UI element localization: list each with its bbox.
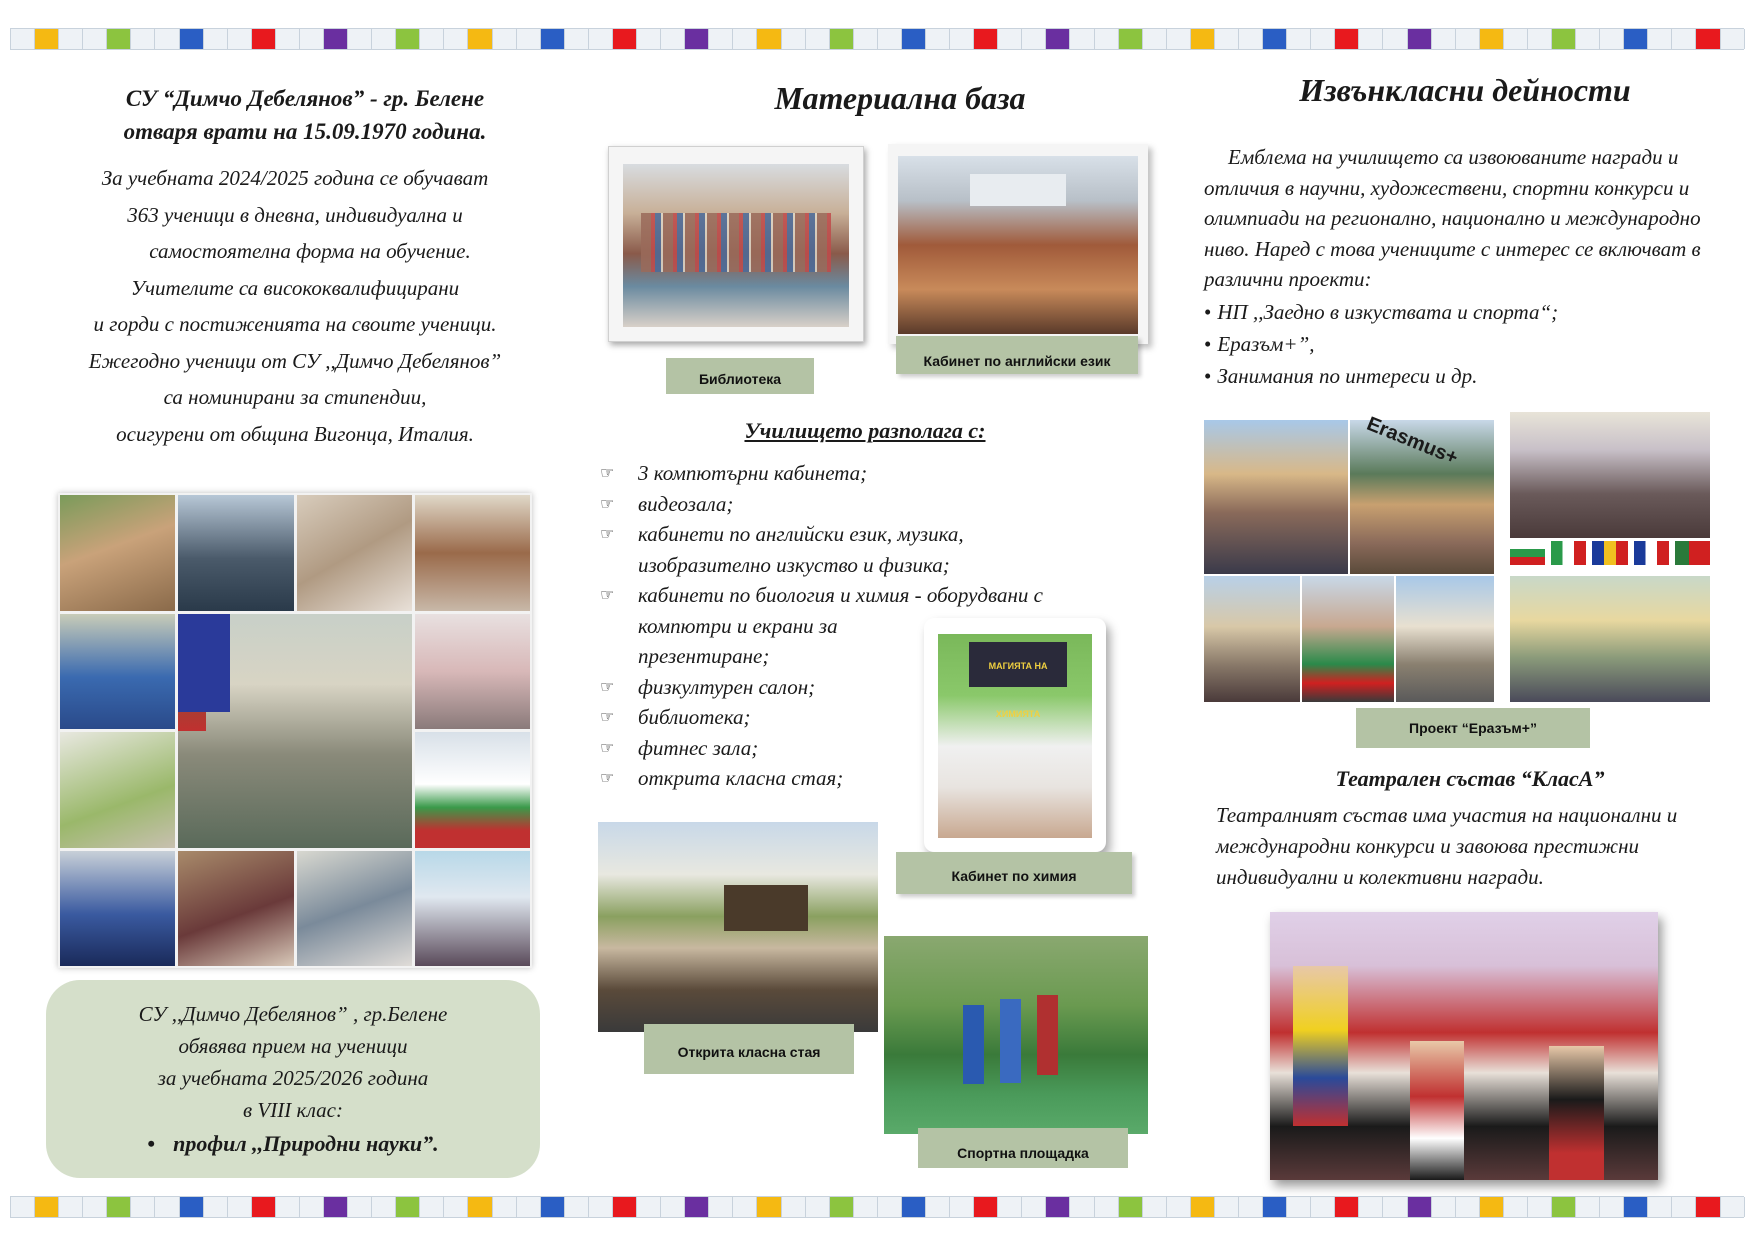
caption-open-classroom: Открита класна стая: [644, 1024, 854, 1074]
intro-line: са номинирани за стипендии,: [163, 385, 427, 409]
border-segment: [1191, 1197, 1215, 1217]
border-segment: [1335, 1197, 1359, 1217]
intro-line: осигурени от община Вигонца, Италия.: [116, 421, 474, 446]
list-item: [1204, 296, 1714, 328]
school-founding-heading: [70, 82, 540, 148]
erasmus-overlay-label: Erasmus+: [1363, 412, 1461, 470]
photo-student-reading: [178, 851, 293, 967]
border-segment: [1456, 1197, 1480, 1217]
border-segment: [180, 29, 204, 49]
border-segment: [1022, 1197, 1046, 1217]
border-segment: [1432, 29, 1456, 49]
erasmus-school-group-photo: [1510, 576, 1710, 702]
theatre-group-photo: [1270, 912, 1658, 1180]
border-segment: [348, 1197, 372, 1217]
border-segment: [1672, 29, 1696, 49]
border-segment: [11, 29, 35, 49]
border-segment: [541, 29, 565, 49]
erasmus-mountain-photo: [1350, 412, 1494, 574]
border-segment: [1263, 1197, 1287, 1217]
list-item: [600, 580, 1120, 611]
list-item-text: Занимания по интереси и др.: [1217, 364, 1478, 388]
border-segment: [926, 1197, 950, 1217]
erasmus-town-photo: [1204, 576, 1300, 702]
border-segment: [1480, 29, 1504, 49]
admission-line: за учебната 2025/2026 година: [157, 1066, 429, 1090]
border-segment: [974, 29, 998, 49]
admission-announcement: [46, 980, 540, 1178]
intro-line: Учителите са висококвалифицирани: [130, 275, 460, 300]
border-segment: [517, 1197, 541, 1217]
border-segment: [1095, 1197, 1119, 1217]
border-segment: [420, 1197, 444, 1217]
border-segment: [1070, 1197, 1094, 1217]
list-item-text: видеозала;: [638, 491, 734, 516]
list-item-text: кабинети по биология и химия - оборудвани с: [638, 583, 1043, 607]
border-segment: [1311, 29, 1335, 49]
border-segment: [1215, 1197, 1239, 1217]
border-segment: [757, 1197, 781, 1217]
border-segment: [926, 29, 950, 49]
photo-classroom-work: [297, 851, 412, 967]
border-segment: [1672, 1197, 1696, 1217]
border-segment: [1480, 1197, 1504, 1217]
flag-portugal-icon: [1675, 541, 1710, 565]
photo-library-shelves: [415, 495, 530, 611]
sports-ground-photo: [884, 936, 1148, 1134]
erasmus-square-photo: [1396, 576, 1494, 702]
border-segment: [372, 1197, 396, 1217]
border-segment: [372, 29, 396, 49]
photo-trophy-winners: [60, 851, 175, 967]
photo-aids-awareness: [415, 614, 530, 730]
border-segment: [83, 1197, 107, 1217]
border-segment: [998, 1197, 1022, 1217]
bullet-icon: •: [1204, 364, 1212, 388]
theatre-group-text: Театралният състав има участия на национални и международни конкурси и завоюва престижни индивидуални и колективни награди.: [1216, 803, 1678, 889]
border-segment: [878, 29, 902, 49]
border-segment: [1721, 29, 1745, 49]
border-segment: [1215, 29, 1239, 49]
border-segment: [35, 1197, 59, 1217]
border-segment: [1263, 29, 1287, 49]
border-segment: [324, 29, 348, 49]
library-photo-frame: [608, 146, 864, 342]
border-segment: [1528, 29, 1552, 49]
border-segment: [1167, 1197, 1191, 1217]
flag-france-icon: [1634, 541, 1669, 565]
list-item-continuation: [600, 550, 1120, 581]
border-segment: [155, 29, 179, 49]
border-segment: [1408, 1197, 1432, 1217]
list-item-text: НП ,,Заедно в изкуствата и спорта“;: [1217, 300, 1559, 324]
border-segment: [757, 29, 781, 49]
list-item-text: Еразъм+”,: [1217, 332, 1315, 356]
border-segment: [1239, 1197, 1263, 1217]
border-segment: [637, 1197, 661, 1217]
border-segment: [1576, 1197, 1600, 1217]
border-segment: [709, 1197, 733, 1217]
intro-line: За учебната 2024/2025 година се обучават: [101, 166, 489, 190]
pointing-hand-icon: ☞: [600, 768, 615, 787]
pointing-hand-icon: ☞: [600, 493, 615, 513]
admission-line: СУ ,,Димчо Дебелянов” , гр.Белене: [138, 1002, 448, 1026]
border-segment: [1143, 29, 1167, 49]
border-segment: [1504, 29, 1528, 49]
border-segment: [324, 1197, 348, 1217]
border-segment: [1287, 29, 1311, 49]
border-segment: [204, 29, 228, 49]
border-segment: [155, 1197, 179, 1217]
border-segment: [59, 1197, 83, 1217]
border-segment: [830, 1197, 854, 1217]
border-segment: [131, 29, 155, 49]
caption-erasmus-project: Проект “Еразъм+”: [1356, 708, 1590, 748]
caption-english-room: Кабинет по английски език: [896, 336, 1138, 374]
border-segment: [806, 29, 830, 49]
border-segment: [613, 1197, 637, 1217]
border-segment: [1504, 1197, 1528, 1217]
border-segment: [493, 29, 517, 49]
intro-line: самостоятелна форма на обучение.: [149, 239, 471, 263]
list-item-text: кабинети по английски език, музика,: [638, 522, 964, 546]
border-segment: [733, 29, 757, 49]
heading-line: СУ “Димчо Дебелянов” - гр. Белене: [125, 86, 485, 111]
border-segment: [1624, 1197, 1648, 1217]
list-item: [600, 519, 1120, 550]
border-segment: [950, 29, 974, 49]
border-segment: [1167, 29, 1191, 49]
border-segment: [300, 1197, 324, 1217]
pointing-hand-icon: ☞: [600, 707, 615, 726]
pointing-hand-icon: ☞: [600, 737, 615, 757]
border-segment: [1624, 29, 1648, 49]
list-item-text: компютри и екрани за: [638, 613, 838, 638]
border-segment: [589, 29, 613, 49]
border-segment: [685, 29, 709, 49]
border-segment: [1696, 29, 1720, 49]
border-segment: [998, 29, 1022, 49]
border-segment: [204, 1197, 228, 1217]
awards-paragraph: [1204, 142, 1714, 295]
border-segment: [11, 1197, 35, 1217]
border-segment: [396, 1197, 420, 1217]
photo-school-crowd: [178, 495, 293, 611]
intro-line: Ежегодно ученици от СУ ,,Димчо Дебелянов”: [88, 348, 502, 373]
border-segment: [468, 29, 492, 49]
flag-romania-icon: [1592, 541, 1627, 565]
list-item-text: физкултурен салон;: [638, 674, 816, 699]
border-segment: [733, 1197, 757, 1217]
border-segment: [1432, 1197, 1456, 1217]
intro-line: и горди с постиженията на своите ученици.: [93, 312, 497, 336]
list-item: [600, 458, 1120, 489]
photo-students-writing: [297, 495, 412, 611]
border-segment: [107, 1197, 131, 1217]
border-segment: [1095, 29, 1119, 49]
decorative-border-top: [10, 28, 1744, 50]
pointing-hand-icon: ☞: [600, 524, 615, 543]
border-segment: [131, 1197, 155, 1217]
border-segment: [1119, 1197, 1143, 1217]
border-segment: [1600, 29, 1624, 49]
list-item: [1204, 328, 1714, 360]
border-segment: [83, 29, 107, 49]
erasmus-street-photo: [1302, 576, 1394, 702]
border-segment: [1383, 29, 1407, 49]
border-segment: [1022, 29, 1046, 49]
border-segment: [661, 29, 685, 49]
border-segment: [1335, 29, 1359, 49]
caption-sports-ground: Спортна площадка: [918, 1128, 1128, 1168]
border-segment: [468, 1197, 492, 1217]
border-segment: [685, 1197, 709, 1217]
border-segment: [444, 1197, 468, 1217]
border-segment: [1696, 1197, 1720, 1217]
border-segment: [974, 1197, 998, 1217]
border-segment: [1046, 29, 1070, 49]
list-item: [1204, 360, 1714, 392]
list-item-text: открита класна стая;: [638, 766, 844, 790]
flag-bulgaria-icon: [1510, 541, 1545, 565]
heading-line: отваря врати на 15.09.1970 година.: [123, 119, 487, 144]
border-segment: [1191, 29, 1215, 49]
pointing-hand-icon: ☞: [600, 676, 615, 696]
chemistry-screen: [969, 642, 1068, 720]
border-segment: [420, 29, 444, 49]
photo-sports-team: [60, 614, 175, 730]
border-segment: [782, 29, 806, 49]
chemistry-screen-text: МАГИЯТА НА ХИМИЯТА: [988, 661, 1048, 720]
photo-students-bulgarian-flag: [415, 732, 530, 848]
open-classroom-photo: [598, 822, 878, 1032]
border-segment: [1359, 1197, 1383, 1217]
border-segment: [541, 1197, 565, 1217]
border-segment: [517, 29, 541, 49]
border-segment: [1070, 29, 1094, 49]
border-segment: [252, 1197, 276, 1217]
border-segment: [1648, 1197, 1672, 1217]
decorative-border-bottom: [10, 1196, 1744, 1218]
border-segment: [59, 29, 83, 49]
photo-students-outdoor: [60, 495, 175, 611]
border-segment: [276, 29, 300, 49]
border-segment: [806, 1197, 830, 1217]
list-item-text: 3 компютърни кабинета;: [638, 461, 868, 485]
list-item-text: библиотека;: [638, 705, 751, 729]
border-segment: [1552, 29, 1576, 49]
intro-line: 363 ученици в дневна, индивидуална и: [127, 202, 463, 227]
border-segment: [902, 29, 926, 49]
border-segment: [1119, 29, 1143, 49]
border-segment: [709, 29, 733, 49]
admission-line: обявява прием на ученици: [178, 1034, 408, 1058]
border-segment: [1287, 1197, 1311, 1217]
border-segment: [637, 29, 661, 49]
border-segment: [1648, 29, 1672, 49]
border-segment: [830, 29, 854, 49]
border-segment: [589, 1197, 613, 1217]
border-segment: [180, 1197, 204, 1217]
caption-chemistry-room: Кабинет по химия: [896, 852, 1132, 894]
border-segment: [878, 1197, 902, 1217]
border-segment: [1552, 1197, 1576, 1217]
flag-italy-icon: [1551, 541, 1586, 565]
border-segment: [854, 29, 878, 49]
border-segment: [1408, 29, 1432, 49]
border-segment: [493, 1197, 517, 1217]
border-segment: [228, 1197, 252, 1217]
erasmus-flags-row: [1510, 541, 1710, 565]
border-segment: [444, 29, 468, 49]
bullet-icon: •: [1204, 332, 1212, 356]
pointing-hand-icon: ☞: [600, 463, 615, 482]
border-segment: [228, 29, 252, 49]
list-item-text: презентиране;: [638, 644, 770, 668]
pointing-hand-icon: ☞: [600, 585, 615, 604]
border-segment: [950, 1197, 974, 1217]
border-segment: [396, 29, 420, 49]
border-segment: [1600, 1197, 1624, 1217]
caption-library: Библиотека: [666, 358, 814, 394]
library-photo: [623, 164, 849, 327]
photo-school-building-flags: [178, 614, 412, 848]
list-item: [600, 489, 1120, 520]
border-segment: [276, 1197, 300, 1217]
border-segment: [613, 29, 637, 49]
border-segment: [1456, 29, 1480, 49]
school-intro-text: [50, 160, 540, 452]
school-photo-collage: [58, 493, 532, 968]
border-segment: [1239, 29, 1263, 49]
border-segment: [1721, 1197, 1745, 1217]
border-segment: [1311, 1197, 1335, 1217]
border-segment: [565, 29, 589, 49]
english-room-photo-frame: [888, 144, 1148, 344]
photo-class-group: [415, 851, 530, 967]
border-segment: [782, 1197, 806, 1217]
border-segment: [902, 1197, 926, 1217]
facilities-title: Училището разполага с:: [744, 418, 986, 443]
border-segment: [661, 1197, 685, 1217]
border-segment: [1046, 1197, 1070, 1217]
photo-students-stairs: [60, 732, 175, 848]
admission-profile: [46, 1128, 540, 1160]
projects-list: [1204, 296, 1714, 392]
theatre-group-title: Театрален състав “КласА”: [1335, 766, 1605, 791]
bullet-icon: •: [147, 1131, 156, 1156]
material-base-title: Материална база: [774, 80, 1026, 116]
border-segment: [565, 1197, 589, 1217]
list-item-text: фитнес зала;: [638, 735, 759, 760]
chemistry-room-photo-frame: [924, 618, 1106, 852]
border-segment: [1576, 29, 1600, 49]
border-segment: [854, 1197, 878, 1217]
border-segment: [1143, 1197, 1167, 1217]
admission-line: в VIII клас:: [243, 1098, 343, 1122]
border-segment: [1383, 1197, 1407, 1217]
border-segment: [1359, 29, 1383, 49]
english-room-photo: [898, 156, 1138, 334]
border-segment: [348, 29, 372, 49]
chemistry-room-photo: [938, 634, 1092, 838]
border-segment: [35, 29, 59, 49]
border-segment: [1528, 1197, 1552, 1217]
profile-text: профил ,,Природни науки”.: [173, 1131, 439, 1156]
border-segment: [300, 29, 324, 49]
bullet-icon: •: [1204, 300, 1212, 324]
erasmus-city-photo: [1204, 420, 1348, 574]
list-item-text: изобразително изкуство и физика;: [638, 552, 950, 577]
erasmus-classroom-photo: [1510, 412, 1710, 538]
border-segment: [252, 29, 276, 49]
border-segment: [107, 29, 131, 49]
extracurricular-title: Извънкласни дейности: [1299, 72, 1631, 108]
awards-text: Емблема на училището са извоюваните награди и отличия в научни, художествени, спортни конкурси и олимпиади на регионално, национално и международно ниво. Наред с това учениците с интерес се включват в различни проекти:: [1204, 145, 1701, 291]
